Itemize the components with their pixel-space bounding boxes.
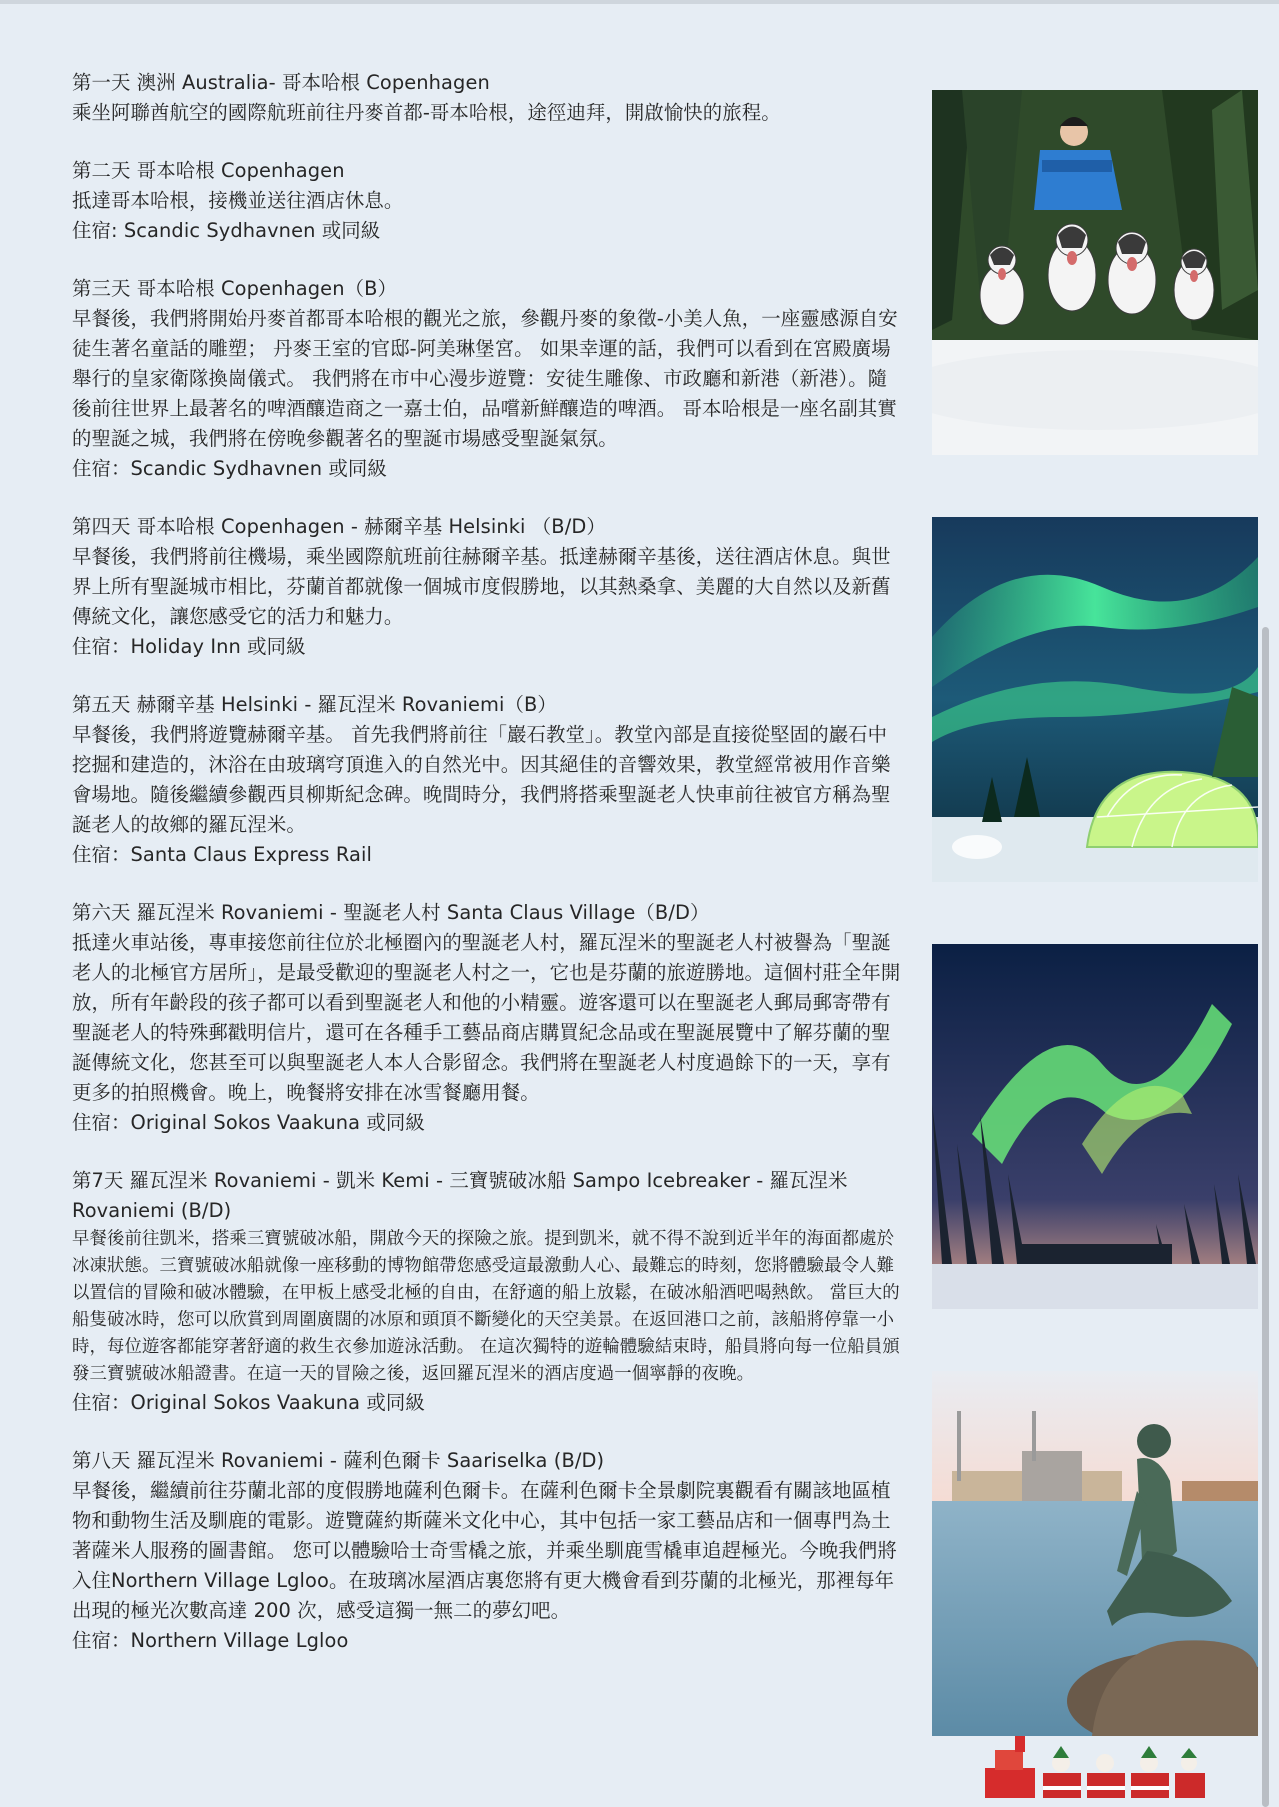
itinerary — [72, 68, 902, 1684]
day-4 — [72, 512, 902, 662]
day-1 — [72, 68, 902, 128]
day-accommodation: 住宿：Northern Village Lgloo — [72, 1629, 349, 1652]
day-2 — [72, 156, 902, 246]
day-8 — [72, 1446, 902, 1656]
aurora-forest-photo — [932, 944, 1258, 1309]
day-7 — [72, 1166, 902, 1418]
scrollbar[interactable] — [1262, 627, 1269, 1807]
day-description: 抵達火車站後，專車接您前往位於北極圈內的聖誕老人村，羅瓦涅米的聖誕老人村被譽為「聖誕老人的北極官方居所」，是最受歡迎的聖誕老人村之一，它也是芬蘭的旅遊勝地。這個村莊全年開放，所有年齡段的孩子都可以看到聖誕老人和他的小精靈。遊客還可以在聖誕老人郵局郵寄帶有聖誕老人的特殊郵戳明信片，還可在各種手工藝品商店購買紀念品或在聖誕展覽中了解芬蘭的聖誕傳統文化，您甚至可以與聖誕老人本人合影留念。我們將在聖誕老人村度過餘下的一天，享有更多的拍照機會。晚上，晚餐將安排在冰雪餐廳用餐。 — [72, 931, 901, 1104]
day-description: 早餐後，繼續前往芬蘭北部的度假勝地薩利色爾卡。在薩利色爾卡全景劇院裏觀看有關該地區植物和動物生活及馴鹿的電影。遊覽薩約斯薩米文化中心，其中包括一家工藝品店和一個專門為土著薩米人服務的圖書館。 您可以體驗哈士奇雪橇之旅，并乘坐馴鹿雪橇車追趕極光。今晚我們將入住Northern Village Lgloo。在玻璃冰屋酒店裏您將有更大機會看到芬蘭的北極光，那裡每年出現的極光次數高達 200 次，感受這獨一無二的夢幻吧。 — [72, 1479, 897, 1622]
day-title: 第一天 澳洲 Australia- 哥本哈根 Copenhagen — [72, 71, 490, 94]
day-accommodation: 住宿：Santa Claus Express Rail — [72, 843, 372, 866]
day-title: 第五天 赫爾辛基 Helsinki - 羅瓦涅米 Rovaniemi（B） — [72, 693, 557, 716]
photo-column — [932, 90, 1258, 1798]
day-description: 早餐後前往凱米，搭乘三寶號破冰船，開啟今天的探險之旅。提到凱米，就不得不說到近半年的海面都處於冰凍狀態。三寶號破冰船就像一座移動的博物館帶您感受這最激動人心、最難忘的時刻，您將體驗最令人難以置信的冒險和破冰體驗，在甲板上感受北極的自由，在舒適的船上放鬆，在破冰船酒吧喝熱飲。 當巨大的船隻破冰時，您可以欣賞到周圍廣闊的冰原和頭頂不斷變化的天空美景。在返回港口之前，該船將停靠一小時，每位遊客都能穿著舒適的救生衣參加遊泳活動。 在這次獨特的遊輪體驗結束時，船員將向每一位船員頒發三寶號破冰船證書。在這一天的冒險之後，返回羅瓦涅米的酒店度過一個寧靜的夜晚。 — [72, 1229, 900, 1384]
day-accommodation: 住宿：Scandic Sydhavnen 或同級 — [72, 457, 387, 480]
day-title: 第7天 羅瓦涅米 Rovaniemi - 凱米 Kemi - 三寶號破冰船 Sampo Icebreaker - 羅瓦涅米 Rovaniemi (B/D) — [72, 1169, 848, 1222]
top-border — [0, 0, 1279, 4]
husky-sled-photo — [932, 90, 1258, 455]
aurora-igloo-photo — [932, 517, 1258, 882]
christmas-train-icon — [975, 1728, 1215, 1807]
day-accommodation: 住宿：Original Sokos Vaakuna 或同級 — [72, 1391, 425, 1414]
day-5 — [72, 690, 902, 870]
day-title: 第三天 哥本哈根 Copenhagen（B） — [72, 277, 397, 300]
day-description: 抵達哥本哈根，接機並送往酒店休息。 — [72, 189, 404, 212]
day-description: 早餐後，我們將遊覽赫爾辛基。 首先我們將前往「巖石教堂」。教堂內部是直接從堅固的巖石中挖掘和建造的，沐浴在由玻璃穹頂進入的自然光中。因其絕佳的音響效果，教堂經常被用作音樂會場地。隨後繼續參觀西貝柳斯紀念碑。晚間時分，我們將搭乘聖誕老人快車前往被官方稱為聖誕老人的故鄉的羅瓦涅米。 — [72, 723, 891, 836]
day-title: 第二天 哥本哈根 Copenhagen — [72, 159, 345, 182]
day-3 — [72, 274, 902, 484]
day-title: 第八天 羅瓦涅米 Rovaniemi - 薩利色爾卡 Saariselka (B/D) — [72, 1449, 605, 1472]
day-description: 早餐後，我們將開始丹麥首都哥本哈根的觀光之旅，參觀丹麥的象徵-小美人魚，一座靈感源自安徒生著名童話的雕塑； 丹麥王室的官邸-阿美琳堡宮。 如果幸運的話，我們可以看到在宮殿廣場舉行的皇家衛隊換崗儀式。 我們將在市中心漫步遊覽：安徒生雕像、市政廳和新港（新港）。隨後前往世界上最著名的啤酒釀造商之一嘉士伯，品嚐新鮮釀造的啤酒。 哥本哈根是一座名副其實的聖誕之城，我們將在傍晚參觀著名的聖誕市場感受聖誕氣氛。 — [72, 307, 898, 450]
day-6 — [72, 898, 902, 1138]
day-title: 第四天 哥本哈根 Copenhagen - 赫爾辛基 Helsinki （B/D） — [72, 515, 606, 538]
little-mermaid-photo — [932, 1371, 1258, 1736]
day-accommodation: 住宿：Original Sokos Vaakuna 或同級 — [72, 1111, 425, 1134]
day-accommodation: 住宿: Scandic Sydhavnen 或同級 — [72, 219, 381, 242]
day-accommodation: 住宿：Holiday Inn 或同級 — [72, 635, 306, 658]
day-title: 第六天 羅瓦涅米 Rovaniemi - 聖誕老人村 Santa Claus Village（B/D） — [72, 901, 710, 924]
day-description: 早餐後，我們將前往機場，乘坐國際航班前往赫爾辛基。抵達赫爾辛基後，送往酒店休息。與世界上所有聖誕城市相比，芬蘭首都就像一個城市度假勝地，以其熱桑拿、美麗的大自然以及新舊傳統文化，讓您感受它的活力和魅力。 — [72, 545, 891, 628]
day-description: 乘坐阿聯酋航空的國際航班前往丹麥首都-哥本哈根，途徑迪拜，開啟愉快的旅程。 — [72, 101, 781, 124]
